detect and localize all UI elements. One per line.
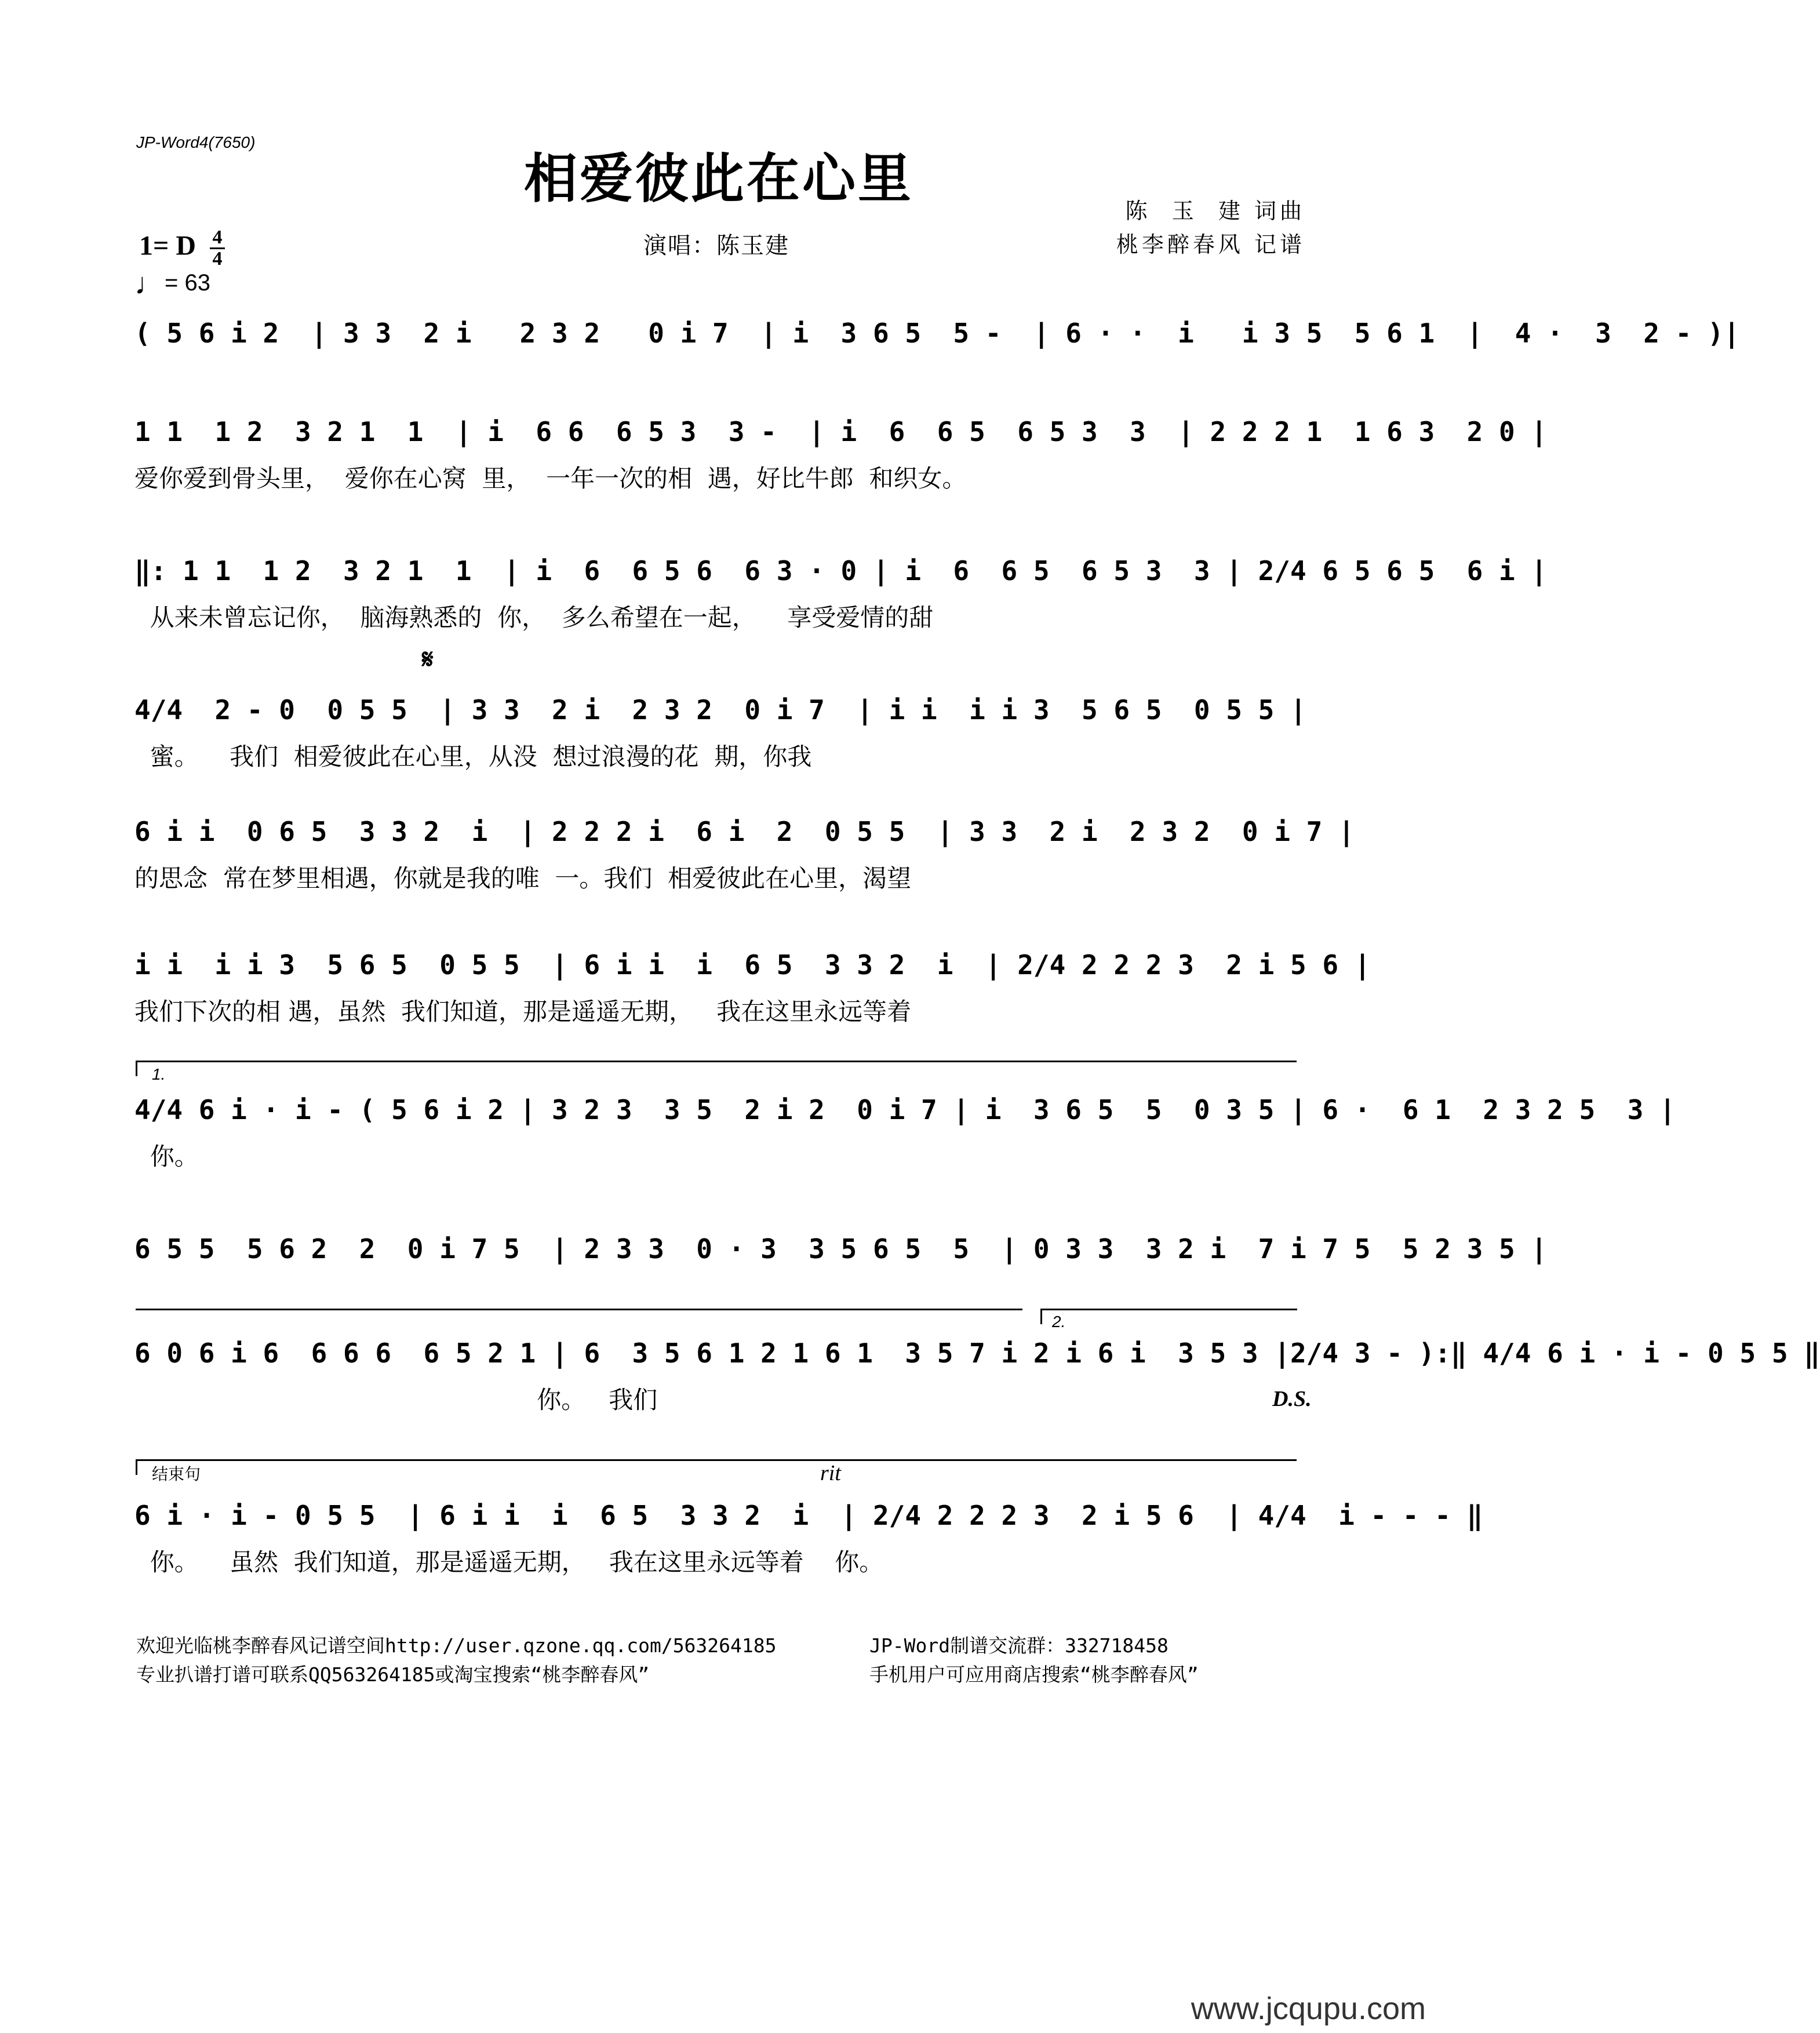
credits: [1116, 194, 1305, 261]
volta-2-bracket: [1040, 1309, 1297, 1324]
footer-line-1: [136, 1631, 1169, 1660]
notes-line: 4/4 6 i · i - ( 5 6 i 2 | 3 2 3 3 5 2 i 2 0 i 7 | i 3 6 5 5 0 3 5 | 6 · 6 1 2 3 2 5 3 |: [134, 1094, 1676, 1125]
singer-label: 演唱：陈玉建: [643, 232, 789, 259]
time-denominator: 4: [212, 248, 223, 269]
volta-1-label: 1.: [152, 1065, 166, 1083]
key-signature: [139, 228, 225, 269]
transcriber-credit: 桃李醉春风 记谱: [1116, 232, 1305, 257]
volta-2-label: 2.: [1052, 1313, 1066, 1331]
notes-line: 6 i i 0 6 5 3 3 2 i | 2 2 2 i 6 i 2 0 5 5 | 3 3 2 i 2 3 2 0 i 7 |: [134, 816, 1355, 847]
notes-line: 6 i · i - 0 5 5 | 6 i i i 6 5 3 3 2 i | 2/4 2 2 2 3 2 i 5 6 | 4/4 i - - - ‖: [134, 1500, 1483, 1531]
time-signature: [210, 228, 225, 269]
lyricist-credit: 陈 玉 建 词曲: [1125, 198, 1305, 224]
lyrics-line: 从来未曾忘记你， 脑海熟悉的 你， 多么希望在一起， 享受爱情的甜: [134, 603, 934, 632]
ending-bracket: [136, 1459, 1297, 1475]
notes-line: 1 1 1 2 3 2 1 1 | i 6 6 6 5 3 3 - | i 6 6 5 6 5 3 3 | 2 2 2 1 1 6 3 2 0 |: [134, 416, 1548, 447]
lyrics-line: 我们下次的相 遇，虽然 我们知道，那是遥遥无期， 我在这里永远等着: [134, 997, 912, 1026]
key-text: 1= D: [139, 230, 196, 261]
rit-mark: rit: [820, 1461, 841, 1485]
notes-line: i i i i 3 5 6 5 0 5 5 | 6 i i i 6 5 3 3 2 i | 2/4 2 2 2 3 2 i 5 6 |: [134, 949, 1371, 981]
software-label: JP-Word4(7650): [136, 133, 256, 151]
tempo-marking: [134, 267, 210, 301]
ending-label: 结束句: [152, 1465, 201, 1483]
time-numerator: 4: [212, 227, 223, 248]
watermark: www.jcqupu.com: [1191, 1991, 1426, 2026]
notes-line: 4/4 2 - 0 0 5 5 | 3 3 2 i 2 3 2 0 i 7 | i i i i 3 5 6 5 0 5 5 |: [134, 694, 1306, 726]
volta-1-bracket: [136, 1061, 1297, 1076]
repeat-top-line: [136, 1309, 1022, 1324]
footer-website: 欢迎光临桃李醉春风记谱空间http://user.qzone.qq.com/563264185: [136, 1634, 777, 1657]
tempo-value: = 63: [165, 270, 210, 296]
segno-mark: 𝄋: [422, 643, 434, 675]
lyrics-line: 你。 我们: [134, 1386, 658, 1414]
notes-line: ‖: 1 1 1 2 3 2 1 1 | i 6 6 5 6 6 3 · 0 | i 6 6 5 6 5 3 3 | 2/4 6 5 6 5 6 i |: [134, 555, 1548, 586]
lyrics-line: 你。: [134, 1142, 199, 1171]
footer-app: 手机用户可应用商店搜索“桃李醉春风”: [869, 1663, 1199, 1686]
footer-line-2: [136, 1660, 1199, 1689]
lyrics-line: 爱你爱到骨头里， 爱你在心窝 里， 一年一次的相 遇，好比牛郎 和织女。: [134, 464, 967, 493]
lyrics-line: 蜜。 我们 相爱彼此在心里，从没 想过浪漫的花 期，你我: [134, 742, 812, 771]
ds-mark: D.S.: [1272, 1387, 1312, 1411]
lyrics-line: 的思念 常在梦里相遇，你就是我的唯 一。我们 相爱彼此在心里，渴望: [134, 864, 912, 892]
notes-line: ( 5 6 i 2 | 3 3 2 i 2 3 2 0 i 7 | i 3 6 5 5 - | 6 · · i i 3 5 5 6 1 | 4 · 3 2 - )|: [134, 318, 1740, 349]
lyrics-line: 你。 虽然 我们知道，那是遥遥无期， 我在这里永远等着 你。: [134, 1548, 884, 1576]
footer-contact: 专业扒谱打谱可联系QQ563264185或淘宝搜索“桃李醉春风”: [136, 1663, 650, 1686]
notes-line: 6 0 6 i 6 6 6 6 6 5 2 1 | 6 3 5 6 1 2 1 6 1 3 5 7 i 2 i 6 i 3 5 3 |2/4 3 - ):‖ 4/4 6 i · i - 0 5 5 ‖: [134, 1338, 1820, 1369]
notes-line: 6 5 5 5 6 2 2 0 i 7 5 | 2 3 3 0 · 3 3 5 6 5 5 | 0 3 3 3 2 i 7 i 7 5 5 2 3 5 |: [134, 1233, 1548, 1265]
song-title: 相爱彼此在心里: [523, 148, 913, 210]
footer-qq-group: JP-Word制谱交流群：332718458: [869, 1634, 1169, 1657]
quarter-note-icon: ♩: [134, 267, 165, 301]
